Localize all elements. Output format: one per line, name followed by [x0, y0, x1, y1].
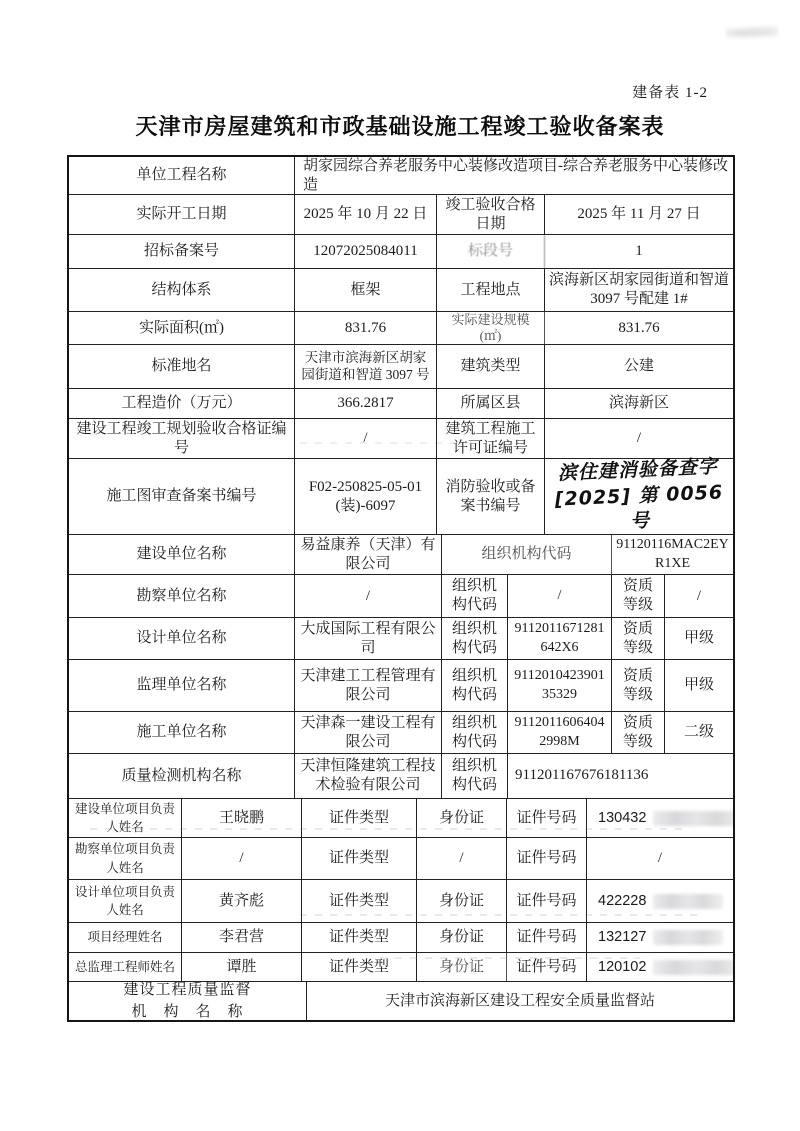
design-doc-no-value	[587, 880, 733, 922]
bid-section-label: 标段号	[437, 235, 545, 268]
ce-doc-type-value: 身份证	[417, 953, 507, 981]
supervising-unit-name: 天津建工工程管理有限公司	[295, 660, 442, 711]
construction-grade-label: 资质等级	[612, 712, 665, 753]
project-manager-name: 李君营	[182, 923, 302, 952]
survey-unit-label: 勘察单位名称	[69, 575, 295, 617]
construction-unit-label: 施工单位名称	[69, 712, 295, 753]
building-type-label: 建筑类型	[437, 345, 545, 388]
scale-label: 实际建设规模(㎡)	[437, 312, 545, 344]
scale-value: 831.76	[618, 319, 660, 336]
planning-cert-label: 建设工程竣工规划验收合格证编号	[69, 419, 295, 458]
survey-org-code-label: 组织机构代码	[442, 575, 508, 617]
survey-org-code-value: /	[508, 575, 612, 617]
fire-record-handwritten-line2: [2025] 第 0056 号	[554, 481, 724, 533]
bid-record-value: 12072025084011	[295, 235, 437, 268]
redaction-blur	[653, 811, 733, 826]
construction-org-code-value: 91120116064042998M	[508, 712, 612, 753]
scan-noise-mark	[726, 25, 778, 41]
qc-org-name: 天津恒隆建筑工程技术检验有限公司	[295, 754, 442, 798]
construction-grade-value: 二级	[683, 724, 714, 741]
chief-engineer-label: 总监理工程师姓名	[69, 953, 182, 981]
builder-org-code-label: 组织机构代码	[442, 535, 612, 574]
standard-place-value: 天津市滨海新区胡家园街道和智道 3097 号	[295, 345, 437, 388]
form-code: 建备表 1-2	[632, 85, 708, 101]
quality-supervision-org-label	[69, 982, 307, 1020]
building-type-value: 公建	[623, 358, 654, 375]
table-row	[69, 312, 733, 345]
table-row	[69, 712, 733, 754]
supervising-grade-label: 资质等级	[612, 660, 665, 711]
record-form-table	[67, 155, 735, 1022]
design-doc-type-label: 证件类型	[302, 880, 417, 922]
supervising-grade-value: 甲级	[683, 677, 714, 694]
supervising-org-code-value: 911201042390135329	[508, 660, 612, 711]
table-row	[69, 419, 733, 459]
qc-org-label: 质量检测机构名称	[69, 754, 295, 798]
quality-supervision-org-value: 天津市滨海新区建设工程安全质量监督站	[384, 992, 655, 1009]
builder-doc-no-visible: 130432	[598, 809, 647, 826]
qc-org-code-value: 911201167676181136	[515, 767, 649, 784]
table-row	[69, 157, 733, 195]
pm-doc-no-visible: 132127	[598, 929, 647, 946]
table-row	[69, 345, 733, 389]
quality-supervision-org-label-line1: 建设工程质量监督	[123, 982, 252, 998]
quality-supervision-org-label-line2: 机 构 名 称	[131, 1004, 244, 1020]
table-row	[69, 575, 733, 618]
table-row	[69, 754, 733, 799]
structure-value: 框架	[295, 269, 437, 311]
builder-org-code-value: 91120116MAC2EYR1XE	[616, 537, 729, 571]
design-grade-value: 甲级	[683, 630, 714, 647]
supervising-unit-label: 监理单位名称	[69, 660, 295, 711]
design-doc-no-label: 证件号码	[507, 880, 587, 922]
cost-value: 366.2817	[295, 389, 437, 418]
table-row	[69, 982, 733, 1020]
qc-org-code-label: 组织机构代码	[442, 754, 508, 798]
structure-label: 结构体系	[69, 269, 295, 311]
pm-doc-no-label: 证件号码	[507, 923, 587, 952]
accept-date-value: 2025 年 11 月 27 日	[577, 206, 701, 223]
table-row	[69, 269, 733, 312]
survey-unit-name: /	[295, 575, 442, 617]
fire-record-handwritten-value	[543, 455, 734, 538]
accept-date-label: 竣工验收合格日期	[437, 195, 545, 234]
construction-permit-label: 建筑工程施工许可证编号	[437, 419, 545, 458]
planning-cert-value: /	[295, 419, 437, 458]
unit-project-label: 单位工程名称	[69, 157, 295, 194]
survey-doc-no-value: /	[657, 850, 663, 867]
construction-org-code-label: 组织机构代码	[442, 712, 508, 753]
supervising-org-code-label: 组织机构代码	[442, 660, 508, 711]
bid-record-label: 招标备案号	[69, 235, 295, 268]
table-row	[69, 535, 733, 575]
district-value: 滨海新区	[608, 395, 669, 412]
ce-doc-no-label: 证件号码	[507, 953, 587, 981]
builder-unit-label: 建设单位名称	[69, 535, 295, 574]
standard-place-label: 标准地名	[69, 345, 295, 388]
chief-engineer-name: 谭胜	[182, 953, 302, 981]
survey-grade-value: /	[696, 587, 702, 604]
design-doc-type-value: 身份证	[417, 880, 507, 922]
drawing-review-value: F02-250825-05-01 (装)-6097	[295, 459, 437, 534]
design-unit-name: 大成国际工程有限公司	[295, 618, 442, 659]
survey-grade-label: 资质等级	[612, 575, 665, 617]
design-lead-label: 设计单位项目负责人姓名	[69, 880, 182, 922]
design-org-code-label: 组织机构代码	[442, 618, 508, 659]
survey-doc-type-label: 证件类型	[302, 838, 417, 879]
table-row	[69, 618, 733, 660]
fire-record-label: 消防验收或备案书编号	[437, 459, 545, 534]
survey-lead-name: /	[182, 838, 302, 879]
page-title: 天津市房屋建筑和市政基础设施工程竣工验收备案表	[135, 114, 665, 139]
table-row	[69, 235, 733, 269]
drawing-review-label: 施工图审查备案书编号	[69, 459, 295, 534]
design-lead-name: 黄齐彪	[182, 880, 302, 922]
ce-doc-type-label: 证件类型	[302, 953, 417, 981]
builder-doc-type-label: 证件类型	[302, 799, 417, 837]
design-org-code-value: 9112011671281642X6	[508, 618, 612, 659]
table-row	[69, 455, 733, 535]
builder-doc-no-label: 证件号码	[507, 799, 587, 837]
pm-doc-type-label: 证件类型	[302, 923, 417, 952]
redaction-blur	[653, 960, 733, 975]
start-date-value: 2025 年 10 月 22 日	[295, 195, 437, 234]
table-row	[69, 923, 733, 953]
table-row	[69, 953, 733, 982]
table-row	[69, 838, 733, 880]
construction-permit-value: /	[636, 430, 642, 447]
ce-doc-no-visible: 120102	[598, 958, 647, 975]
design-doc-no-visible: 422228	[598, 892, 647, 909]
table-row	[69, 660, 733, 712]
project-manager-label: 项目经理姓名	[69, 923, 182, 952]
construction-unit-name: 天津森一建设工程有限公司	[295, 712, 442, 753]
survey-lead-label: 勘察单位项目负责人姓名	[69, 838, 182, 879]
area-value: 831.76	[295, 312, 437, 344]
table-row	[69, 880, 733, 923]
pm-doc-no-value	[587, 923, 733, 952]
ce-doc-no-value	[587, 953, 733, 981]
table-row	[69, 799, 733, 838]
location-value: 滨海新区胡家园街道和智道 3097 号配建 1#	[549, 272, 730, 307]
bid-section-value: 1	[635, 243, 643, 260]
design-unit-label: 设计单位名称	[69, 618, 295, 659]
table-row	[69, 195, 733, 235]
location-label: 工程地点	[437, 269, 545, 311]
builder-lead-label: 建设单位项目负责人姓名	[69, 799, 182, 837]
builder-lead-name: 王晓鹏	[182, 799, 302, 837]
table-row	[69, 389, 733, 419]
area-label: 实际面积(㎡)	[69, 312, 295, 344]
cost-label: 工程造价（万元）	[69, 389, 295, 418]
fire-record-handwritten-line1: 滨住建消验备查字	[557, 455, 719, 485]
start-date-label: 实际开工日期	[69, 195, 295, 234]
survey-doc-no-label: 证件号码	[507, 838, 587, 879]
design-grade-label: 资质等级	[612, 618, 665, 659]
builder-doc-type-value: 身份证	[417, 799, 507, 837]
builder-doc-no-value	[587, 799, 733, 837]
survey-doc-type-value: /	[417, 838, 507, 879]
builder-unit-name: 易益康养（天津）有限公司	[295, 535, 442, 574]
unit-project-value: 胡家园综合养老服务中心装修改造项目-综合养老服务中心装修改造	[303, 157, 728, 193]
redaction-blur	[653, 894, 723, 909]
district-label: 所属区县	[437, 389, 545, 418]
redaction-blur	[653, 930, 723, 945]
pm-doc-type-value: 身份证	[417, 923, 507, 952]
